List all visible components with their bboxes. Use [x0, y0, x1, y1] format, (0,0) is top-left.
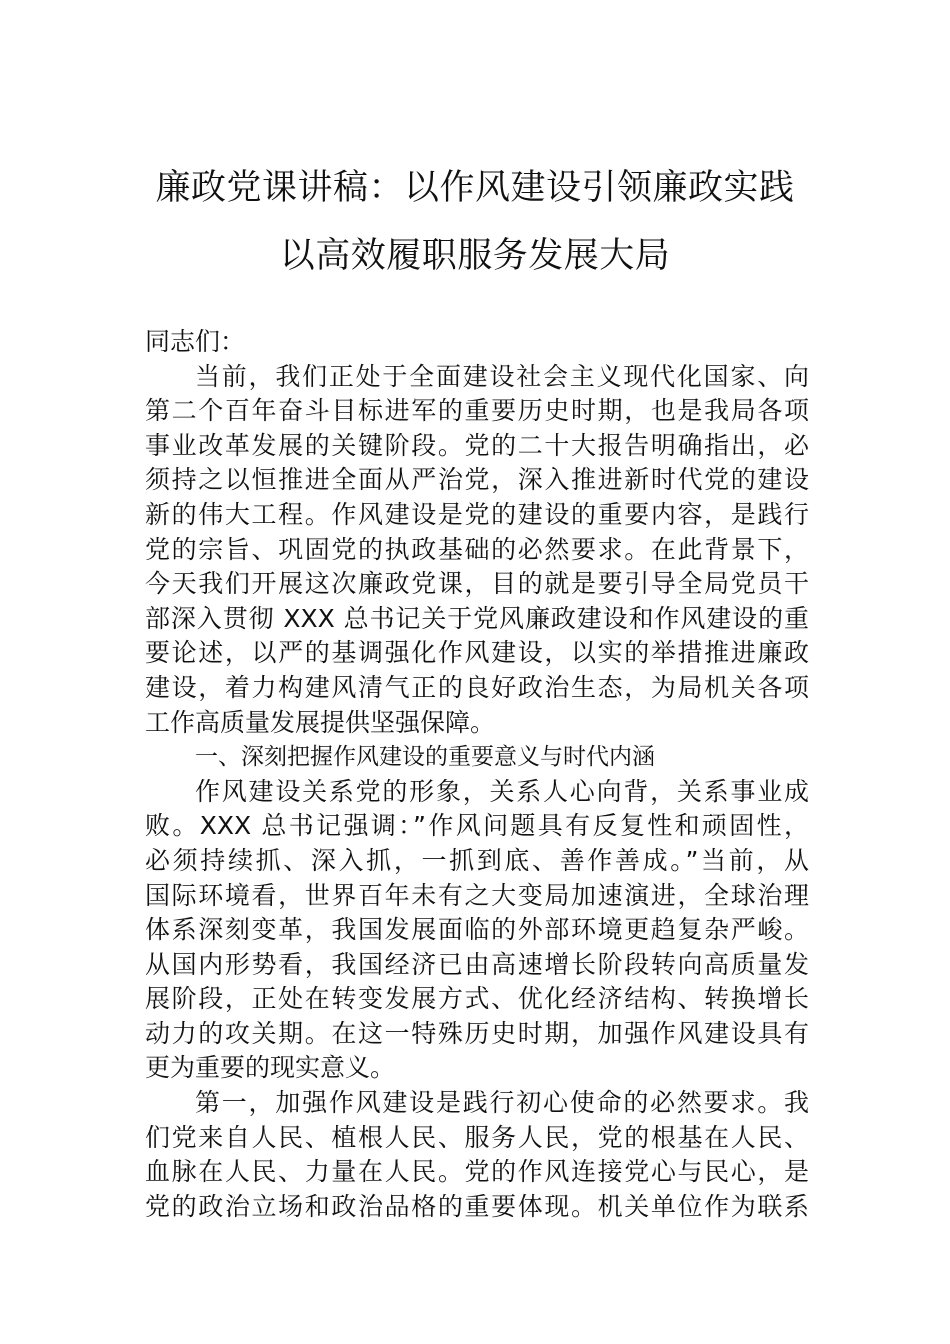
paragraph-line: 从国内形势看，我国经济已由高速增长阶段转向高质量发	[145, 949, 809, 979]
paragraph-line: 事业改革发展的关键阶段。党的二十大报告明确指出，必	[145, 430, 809, 460]
paragraph-line: 建设，着力构建风清气正的良好政治生态，为局机关各项	[145, 672, 809, 702]
paragraph-line: 败。XXX 总书记强调：”作风问题具有反复性和顽固性，	[145, 811, 809, 841]
paragraph-line: 要论述，以严的基调强化作风建设，以实的举措推进廉政	[145, 638, 809, 668]
paragraph-line: 工作高质量发展提供坚强保障。	[145, 707, 496, 737]
paragraph-line: 作风建设关系党的形象，关系人心向背，关系事业成	[195, 776, 809, 806]
document-title-line-1: 廉政党课讲稿：以作风建设引领廉政实践	[155, 168, 795, 208]
paragraph-line: 当前，我们正处于全面建设社会主义现代化国家、向	[195, 361, 809, 391]
paragraph-line: 新的伟大工程。作风建设是党的建设的重要内容，是践行	[145, 499, 809, 529]
paragraph-line: 展阶段，正处在转变发展方式、优化经济结构、转换增长	[145, 984, 809, 1014]
paragraph-line: 们党来自人民、植根人民、服务人民，党的根基在人民、	[145, 1122, 809, 1152]
paragraph-line: 须持之以恒推进全面从严治党，深入推进新时代党的建设	[145, 465, 809, 495]
document-body	[145, 325, 809, 1224]
section-heading: 一、深刻把握作风建设的重要意义与时代内涵	[195, 744, 655, 771]
paragraph-line: 党的宗旨、巩固党的执政基础的必然要求。在此背景下，	[145, 534, 809, 564]
paragraph-line: 今天我们开展这次廉政党课，目的就是要引导全局党员干	[145, 569, 809, 599]
paragraph-line: 第二个百年奋斗目标进军的重要历史时期，也是我局各项	[145, 396, 809, 426]
paragraph-line: 血脉在人民、力量在人民。党的作风连接党心与民心，是	[145, 1157, 809, 1187]
paragraph-line: 必须持续抓、深入抓，一抓到底、善作善成。”当前，从	[145, 845, 809, 875]
paragraph-line: 国际环境看，世界百年未有之大变局加速演进，全球治理	[145, 880, 809, 910]
paragraph-line: 更为重要的现实意义。	[145, 1053, 396, 1083]
paragraph-line: 第一，加强作风建设是践行初心使命的必然要求。我	[195, 1088, 809, 1118]
paragraph-line: 部深入贯彻 XXX 总书记关于党风廉政建设和作风建设的重	[145, 603, 809, 633]
paragraph-line: 体系深刻变革，我国发展面临的外部环境更趋复杂严峻。	[145, 915, 809, 945]
salutation: 同志们：	[145, 327, 246, 356]
paragraph-line: 动力的攻关期。在这一特殊历史时期，加强作风建设具有	[145, 1018, 809, 1048]
document-title-line-2: 以高效履职服务发展大局	[279, 236, 671, 276]
paragraph-line: 党的政治立场和政治品格的重要体现。机关单位作为联系	[145, 1191, 809, 1221]
